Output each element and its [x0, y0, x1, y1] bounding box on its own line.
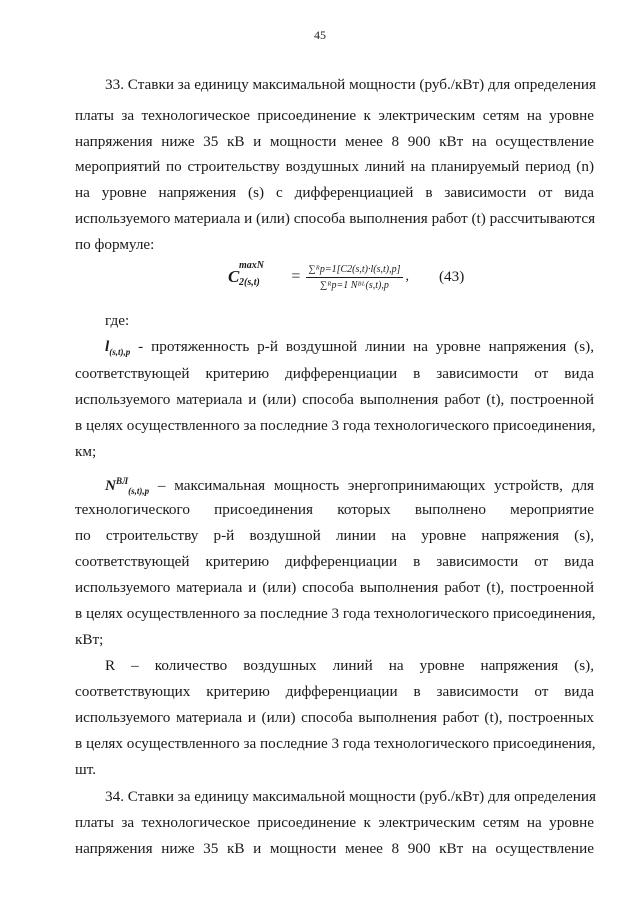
symbol-l: $l_{(s,t),p}$ — [105, 338, 131, 358]
def-r-line: R – количество воздушных линий на уровне напряжения (s), — [105, 657, 594, 674]
def-n-first-line: $N^{ВЛ}_{(s,t),p}$ – максимальная мощность энергопринимающих устройств, для — [105, 476, 595, 497]
p33-line: мероприятий по строительству воздушных линий на планируемый период (n) — [75, 158, 594, 175]
symbol-n: $N^{ВЛ}_{(s,t),p}$ — [105, 476, 150, 497]
where-label: где: — [105, 312, 130, 329]
formula-43: C maxN 2(s,t) = $\frac{\text{∑ᴿp=1[C2(s,t)·l(s,t),p]}}{\text{∑ᴿp=1 Nᴮᴸ(s,t),p}}$ , (43) — [228, 260, 465, 291]
def-l-line: в целях осуществленного за последние 3 года технологического присоединения, — [75, 417, 596, 434]
def-r-line: соответствующих критерию дифференциации в зависимости от вида — [75, 683, 594, 700]
def-l-line: соответствующей критерию дифференциации в зависимости от вида — [75, 365, 594, 382]
def-n-line: используемого материала и (или) способа выполнения работ (t), построенной — [75, 579, 594, 596]
p33-line: напряжения ниже 35 кВ и мощности менее 8 900 кВт на осуществление — [75, 133, 594, 150]
def-n-line: соответствующей критерию дифференциации в зависимости от вида — [75, 553, 594, 570]
p33-line: используемого материала и (или) способа выполнения работ (t) рассчитываются — [75, 210, 596, 227]
p34-line: платы за технологическое присоединение к электрическим сетям на уровне — [75, 814, 594, 831]
def-n-line: технологического присоединения которых выполнено мероприятие — [75, 501, 594, 518]
def-r-line: шт. — [75, 761, 96, 778]
p33-line: по формуле: — [75, 236, 155, 253]
formula-numerator: ∑ᴿp=1[C2(s,t)·l(s,t),p] — [306, 264, 402, 278]
formula-denominator: ∑ᴿp=1 Nᴮᴸ(s,t),p — [319, 279, 389, 291]
def-l-line: используемого материала и (или) способа выполнения работ (t), построенной — [75, 391, 594, 408]
def-r-line: используемого материала и (или) способа выполнения работ (t), построенных — [75, 709, 594, 726]
def-n-line: кВт; — [75, 631, 104, 648]
page-number: 45 — [314, 28, 326, 42]
p34-line: 34. Ставки за единицу максимальной мощности (руб./кВт) для определения — [105, 788, 596, 805]
formula-lhs: C maxN 2(s,t) — [228, 260, 264, 288]
p33-line: 33. Ставки за единицу максимальной мощности (руб./кВт) для определения — [105, 76, 596, 93]
formula-number: (43) — [439, 268, 465, 285]
p34-line: напряжения ниже 35 кВ и мощности менее 8 900 кВт на осуществление — [75, 840, 594, 857]
p33-line: на уровне напряжения (s) с дифференциацией в зависимости от вида — [75, 184, 594, 201]
p33-line: платы за технологическое присоединение к электрическим сетям на уровне — [75, 107, 594, 124]
def-r-line: в целях осуществленного за последние 3 года технологического присоединения, — [75, 735, 596, 752]
formula-fraction — [306, 264, 402, 291]
def-l-line: км; — [75, 443, 97, 460]
def-n-line: по строительству p-й воздушной линии на уровне напряжения (s), — [75, 527, 594, 544]
def-n-line: в целях осуществленного за последние 3 года технологического присоединения, — [75, 605, 596, 622]
def-l-first-line: $l_{(s,t),p}$ - протяженность p-й воздушной линии на уровне напряжения (s), — [105, 338, 595, 358]
